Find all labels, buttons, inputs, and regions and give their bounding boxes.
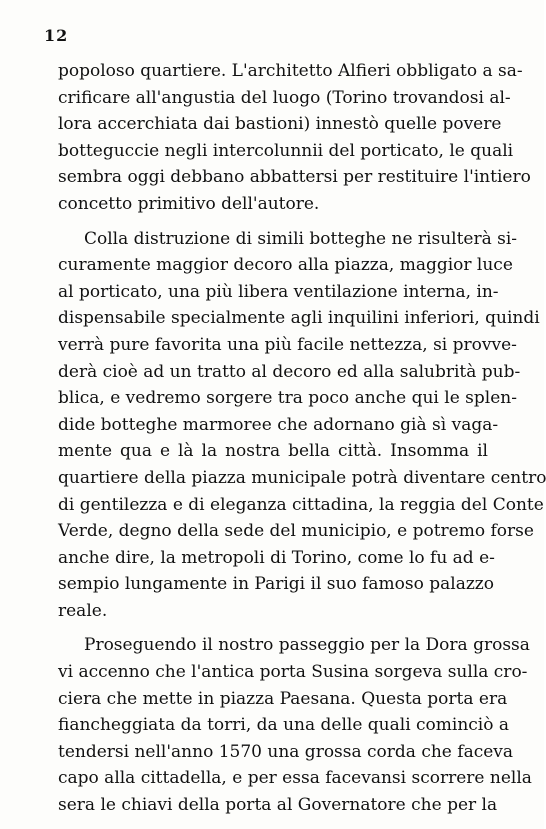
text-line: tendersi nell'anno 1570 una grossa corda che faceva (58, 741, 514, 762)
text-line: concetto primitivo dell'autore. (58, 193, 320, 214)
text-line: sera le chiavi della porta al Governatore che per la (58, 795, 498, 816)
text-line: reale. (58, 600, 108, 621)
text-line: dispensabile specialmente agli inquilini inferiori, quindi (58, 308, 540, 329)
body-text (58, 58, 546, 819)
text-line: blica, e vedremo sorgere tra poco anche qui le splen- (58, 388, 517, 409)
text-line: mente qua e là la nostra bella città. Insomma il (58, 441, 488, 462)
text-line: Colla distruzione di simili botteghe ne risulterà si- (84, 228, 518, 249)
text-line: vi accenno che l'antica porta Susina sorgeva sulla cro- (58, 662, 528, 683)
paragraph-1 (58, 58, 531, 218)
text-line: anche dire, la metropoli di Torino, come lo fu ad e- (58, 547, 495, 568)
text-line: quartiere della piazza municipale potrà diventare centro (58, 467, 546, 488)
text-line: crificare all'angustia del luogo (Torino trovandosi al- (58, 87, 511, 108)
text-line: curamente maggior decoro alla piazza, maggior luce (58, 255, 513, 276)
page-number: 12 (44, 26, 69, 45)
text-line: capo alla cittadella, e per essa facevansi scorrere nella (58, 768, 532, 789)
text-line: Verde, degno della sede del municipio, e potremo forse (58, 521, 534, 542)
text-line: lora accerchiata dai bastioni) innestò quelle povere (58, 114, 502, 135)
text-line: Proseguendo il nostro passeggio per la Dora grossa (84, 635, 530, 656)
text-line: fiancheggiata da torri, da una delle quali cominciò a (58, 715, 510, 736)
paragraph-2 (58, 226, 546, 625)
text-line: botteguccie negli intercolunnii del porticato, le quali (58, 140, 514, 161)
text-line: dide botteghe marmoree che adornano già sì vaga- (58, 414, 499, 435)
text-line: verrà pure favorita una più facile nettezza, si provve- (58, 334, 517, 355)
text-line: al porticato, una più libera ventilazione interna, in- (58, 281, 499, 302)
paragraph-3 (58, 632, 532, 818)
text-line: sembra oggi debbano abbattersi per restituire l'intiero (58, 167, 531, 188)
text-line: sempio lungamente in Parigi il suo famoso palazzo (58, 574, 494, 595)
text-line: derà cioè ad un tratto al decoro ed alla salubrità pub- (58, 361, 521, 382)
text-line: di gentilezza e di eleganza cittadina, la reggia del Conte (58, 494, 544, 515)
text-line: ciera che mette in piazza Paesana. Questa porta era (58, 688, 508, 709)
text-line: popoloso quartiere. L'architetto Alfieri obbligato a sa- (58, 61, 523, 81)
